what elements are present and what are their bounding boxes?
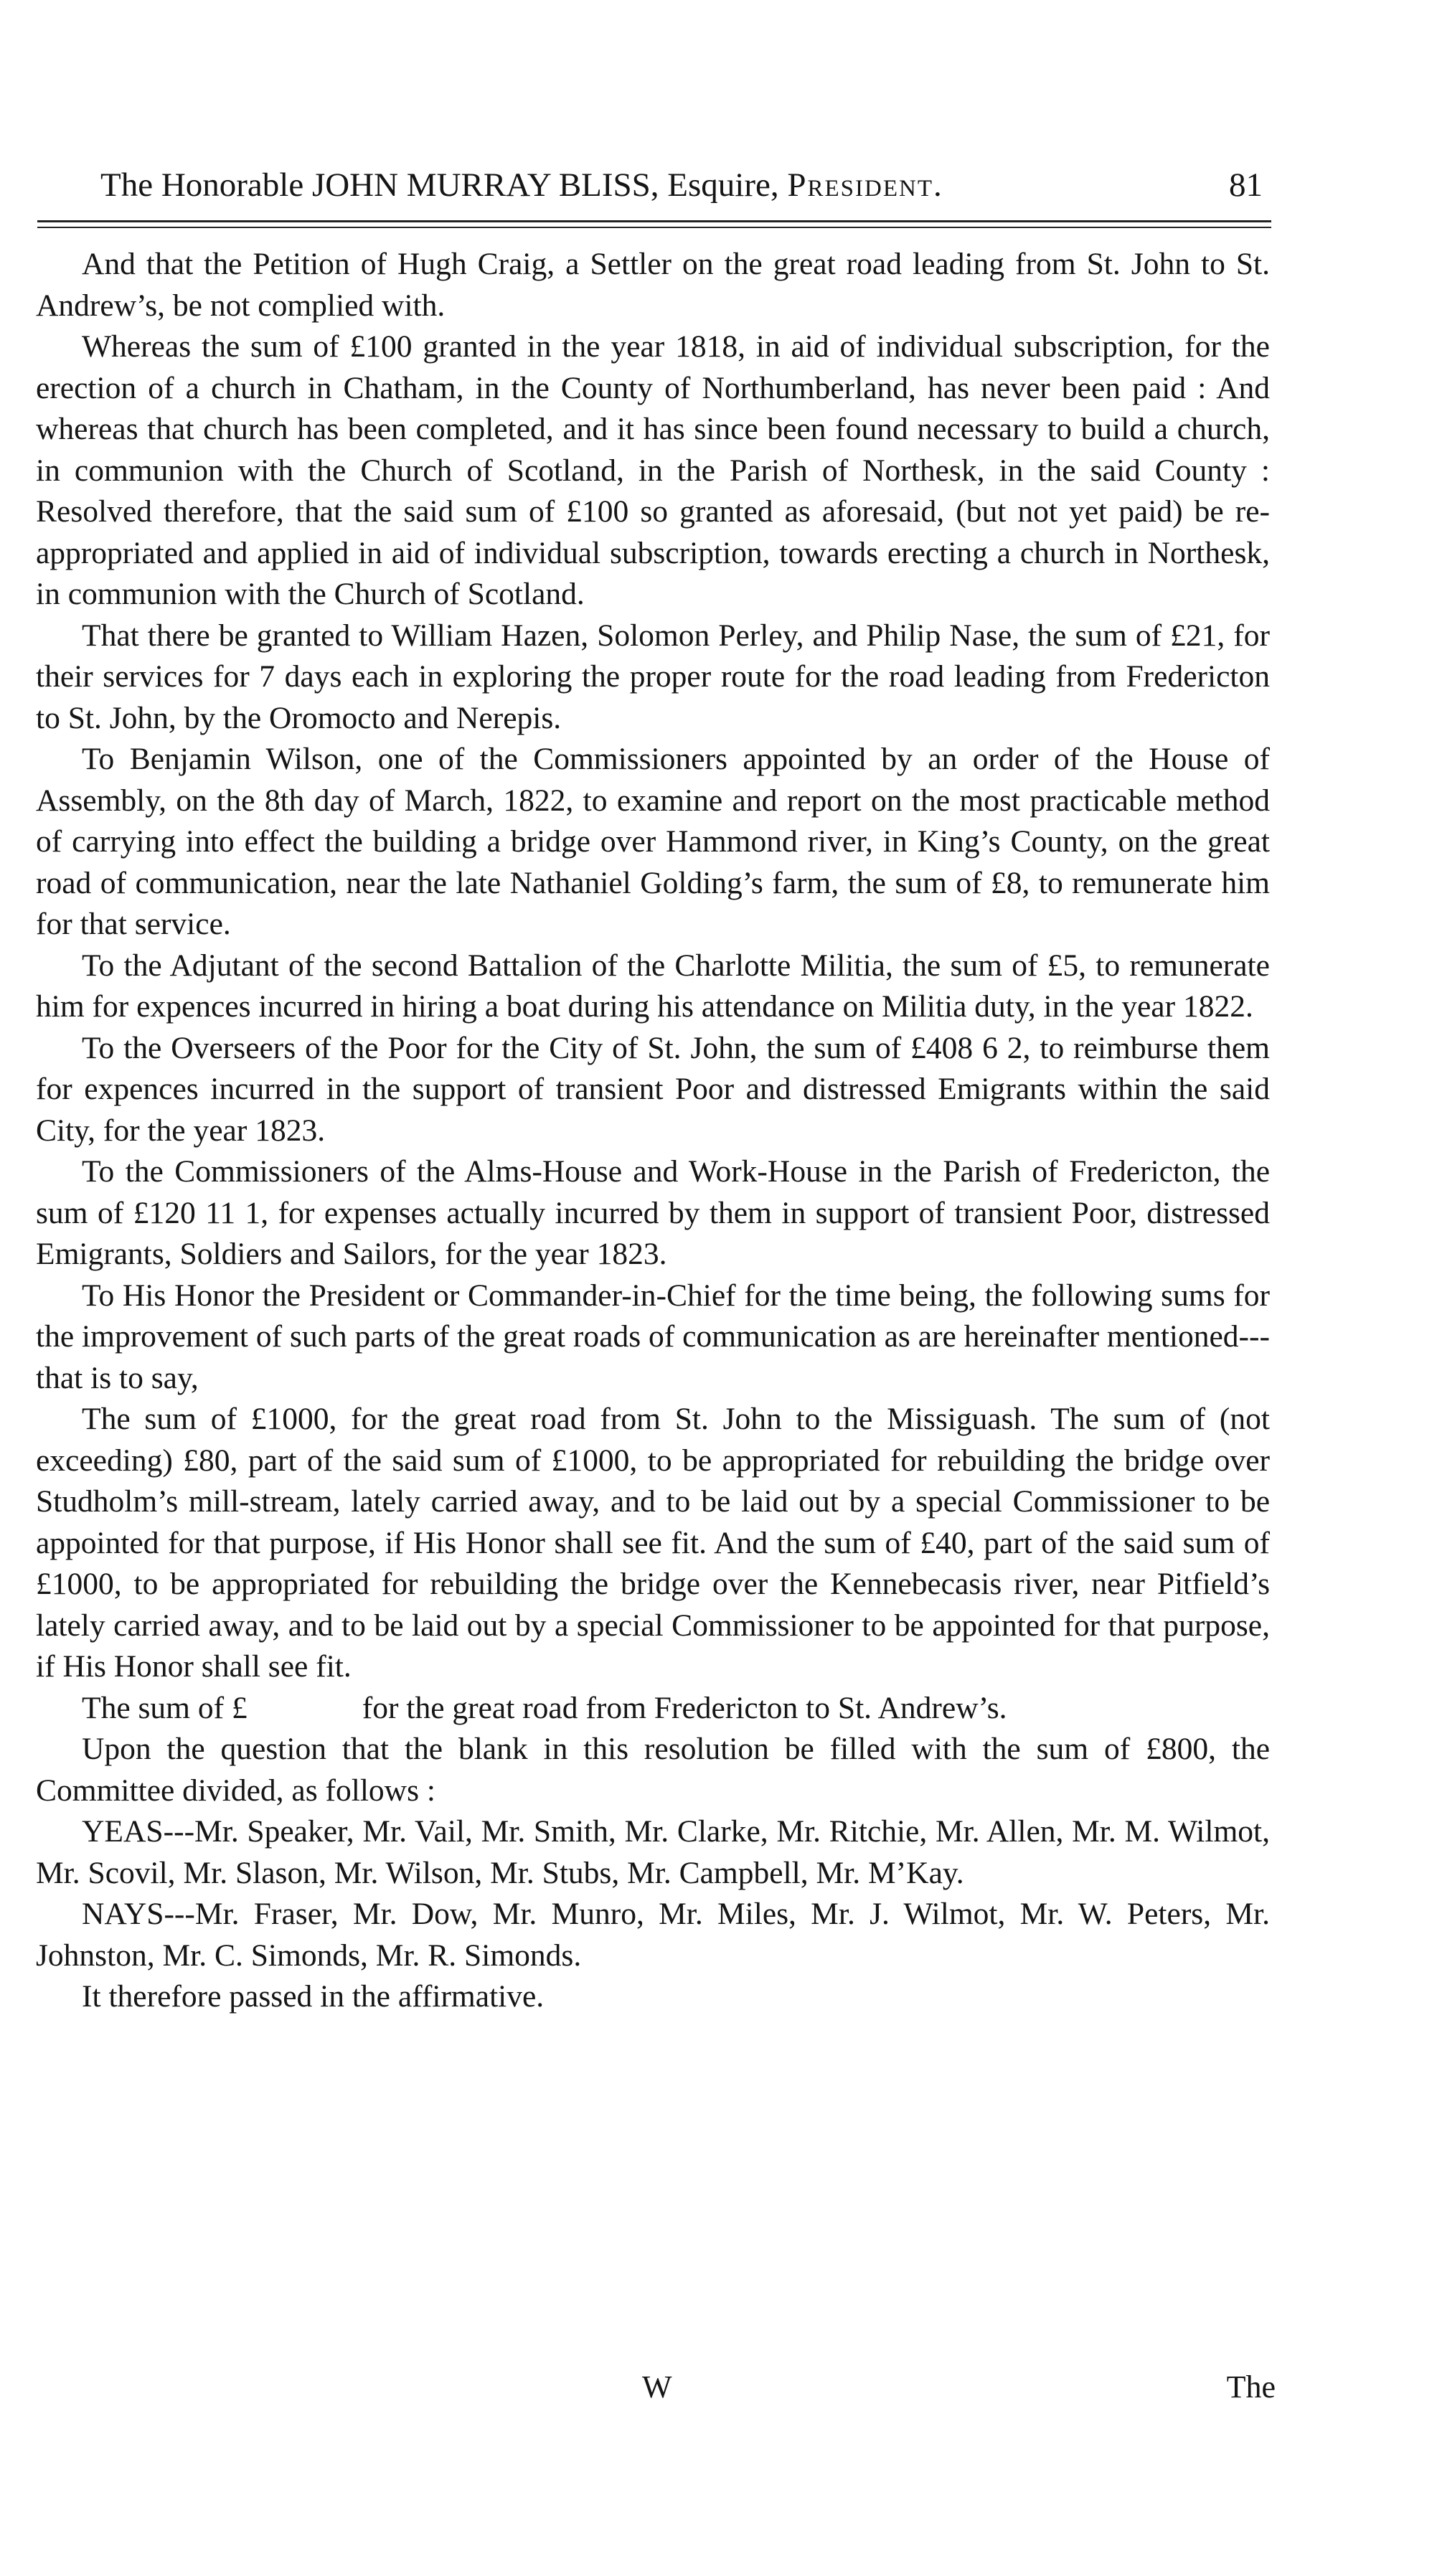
catchword: The xyxy=(1226,2369,1276,2405)
paragraph-hazen-perley-nase: That there be granted to William Hazen, Solomon Perley, and Philip Nase, the sum of £21, for their services for 7 days each in exploring the proper route for the road leading from Fredericton to St. John, by the Oromocto and Nerepis. xyxy=(36,618,1270,735)
paragraph-affirmative: It therefore passed in the affirmative. xyxy=(82,1979,545,2014)
signature-mark: W xyxy=(642,2369,672,2405)
page-body xyxy=(36,244,1270,2018)
paragraph-benjamin-wilson: To Benjamin Wilson, one of the Commissioners appointed by an order of the House of Assembly, on the 8th day of March, 1822, to examine and report on the most practicable method of carrying into effect the building a bridge over Hammond river, in King’s County, on the great road of communication, near the late Nathaniel Golding’s farm, the sum of £8, to remunerate him for that service. xyxy=(36,742,1270,941)
page-number: 81 xyxy=(1229,166,1263,204)
paragraph-alms-house: To the Commissioners of the Alms-House and Work-House in the Parish of Fredericton, the sum of £120 11 1, for expenses actually incurred by them in support of transient Poor, distressed Emigrants, Soldiers and Sailors, for the year 1823. xyxy=(36,1154,1270,1271)
paragraph-missiguash-road: The sum of £1000, for the great road from St. John to the Missiguash. The sum of (not exceeding) £80, part of the said sum of £1000, to be appropriated for rebuilding the bridge over Studholm’s mill-stream, lately carried away, and to be laid out by a special Commissioner to be appointed for that purpose, if His Honor shall see fit. And the sum of £40, part of the said sum of £1000, to be appropriated for rebuilding the bridge over the Kennebecasis river, near Pitfield’s lately carried away, and to be laid out by a special Commissioner to be appointed for that purpose, if His Honor shall see fit. xyxy=(36,1402,1270,1684)
road-line-after-blank: for the great road from Fredericton to St. Andrew’s. xyxy=(362,1690,1007,1725)
running-header xyxy=(100,165,1263,205)
road-line-before-blank: The sum of £ xyxy=(82,1690,248,1725)
paragraph-hugh-craig-petition: And that the Petition of Hugh Craig, a Settler on the great road leading from St. John to St. Andrew’s, be not complied with. xyxy=(36,247,1270,323)
header-title-president: President. xyxy=(787,166,943,204)
paragraph-nays: NAYS---Mr. Fraser, Mr. Dow, Mr. Munro, Mr. Miles, Mr. J. Wilmot, Mr. W. Peters, Mr. Johnston, Mr. C. Simonds, Mr. R. Simonds. xyxy=(36,1897,1270,1973)
paragraph-st-andrews-road xyxy=(36,1688,1270,1730)
header-rule-thick xyxy=(37,220,1271,222)
paragraph-yeas: YEAS---Mr. Speaker, Mr. Vail, Mr. Smith, Mr. Clarke, Mr. Ritchie, Mr. Allen, Mr. M. Wilmot, Mr. Scovil, Mr. Slason, Mr. Wilson, Mr. Stubs, Mr. Campbell, Mr. M’Kay. xyxy=(36,1814,1270,1890)
paragraph-northesk-church: Whereas the sum of £100 granted in the year 1818, in aid of individual subscription, for the erection of a church in Chatham, in the County of Northumberland, has never been paid : And whereas that church has been completed, and it has since been found necessary to build a church, in communion with the Church of Scotland, in the Parish of Northesk, in the said County : Resolved therefore, that the said sum of £100 so granted as aforesaid, (but not yet paid) be re-appropriated and applied in aid of individual subscription, towards erecting a church in Northesk, in communion with the Church of Scotland. xyxy=(36,329,1270,611)
paragraph-charlotte-militia: To the Adjutant of the second Battalion of the Charlotte Militia, the sum of £5, to remunerate him for expences incurred in hiring a boat during his attendance on Militia duty, in the year 1822. xyxy=(36,948,1270,1024)
header-title: The Honorable JOHN MURRAY BLISS, Esquire, xyxy=(100,166,779,204)
paragraph-overseers-st-john: To the Overseers of the Poor for the City of St. John, the sum of £408 6 2, to reimburse them for expences incurred in the support of transient Poor and distressed Emigrants within the said City, for the year 1823. xyxy=(36,1030,1270,1148)
header-rule-thin xyxy=(37,227,1271,228)
paragraph-division-question: Upon the question that the blank in this resolution be filled with the sum of £800, the Committee divided, as follows : xyxy=(36,1732,1270,1808)
paragraph-president-roads: To His Honor the President or Commander-in-Chief for the time being, the following sums for the improvement of such parts of the great roads of communication as are hereinafter mentioned---that is to say, xyxy=(36,1278,1271,1395)
